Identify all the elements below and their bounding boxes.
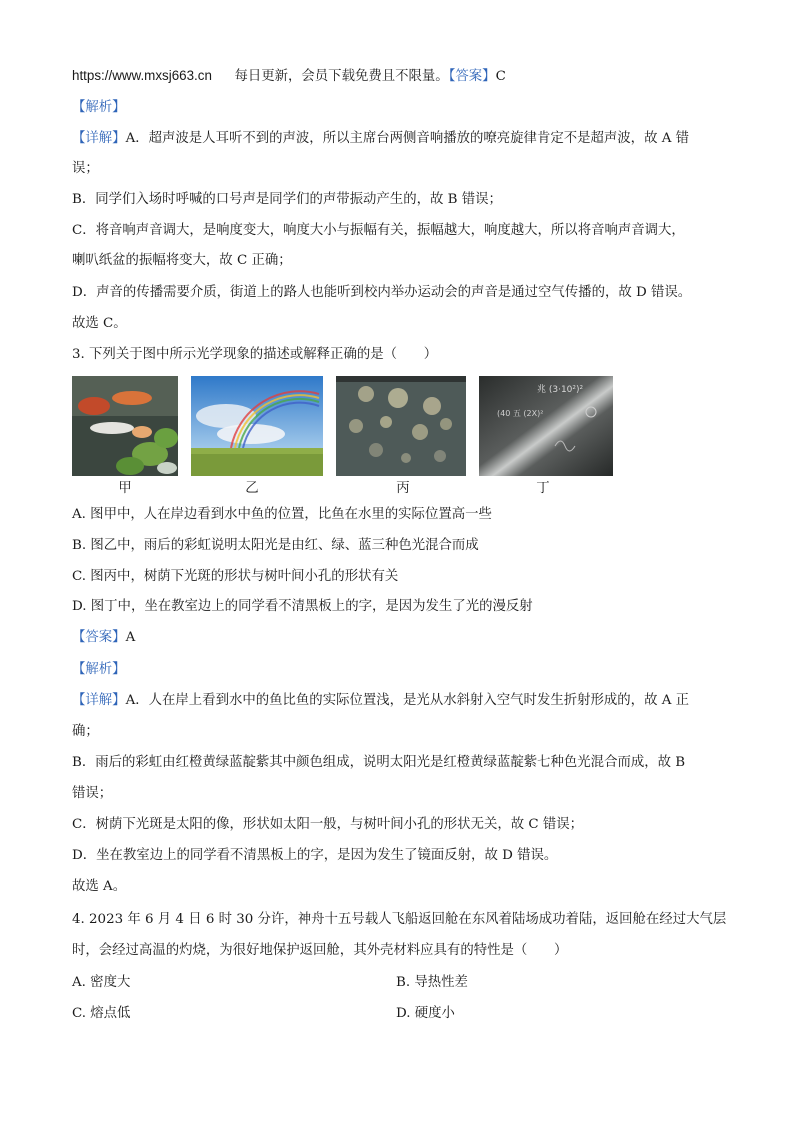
tree-shade-light-spots-photo xyxy=(336,376,466,476)
q2-line: 喇叭纸盆的振幅将变大，故 C 正确； xyxy=(72,253,292,268)
q3-option-b: B. 图乙中，雨后的彩虹说明太阳光是由红、绿、蓝三种色光混合而成 xyxy=(72,538,479,553)
site-url[interactable]: https://www.mxsj663.cn xyxy=(72,68,212,83)
q3-answer-tag: 【答案】 xyxy=(72,630,126,645)
rainbow-photo xyxy=(191,376,323,476)
q2-analysis-tag: 【解析】 xyxy=(72,100,126,115)
q2-conclusion: 故选 C。 xyxy=(72,316,127,331)
q3-option-c: C. 图丙中，树荫下光斑的形状与树叶间小孔的形状有关 xyxy=(72,569,399,584)
q4-option-d: D. 硬度小 xyxy=(396,1006,455,1021)
q3-answer-value: A xyxy=(125,630,136,645)
koi-pond-photo xyxy=(72,376,178,476)
blackboard-formula-2: (40 五 (2X)² xyxy=(497,409,544,418)
q3-line: 确； xyxy=(72,724,99,739)
blackboard-formula-1: 兆 (3·10²)² xyxy=(537,385,584,395)
caption-yi: 乙 xyxy=(245,481,259,496)
q3-option-a: A. 图甲中，人在岸边看到水中鱼的位置，比鱼在水里的实际位置高一些 xyxy=(72,507,492,522)
q3-line: B．雨后的彩虹由红橙黄绿蓝靛紫其中颜色组成，说明太阳光是红橙黄绿蓝靛紫七种色光混合而成，故 B xyxy=(72,755,686,770)
q2-line: D．声音的传播需要介质，街道上的路人也能听到校内举办运动会的声音是通过空气传播的，故 D 错误。 xyxy=(72,285,692,300)
answer-tag: 【答案】 xyxy=(448,69,496,84)
q2-line-text: A．超声波是人耳听不到的声波，所以主席台两侧音响播放的嘹亮旋律肯定不是超声波，故 A 错 xyxy=(125,131,690,146)
caption-bing: 丙 xyxy=(396,481,410,496)
q2-line: C．将音响声音调大，是响度变大，响度大小与振幅有关，振幅越大，响度越大，所以将音响声音调大， xyxy=(72,223,685,238)
q3-detail-tag: 【详解】 xyxy=(72,693,126,708)
q4-option-b: B. 导热性差 xyxy=(396,975,468,990)
q3-line: D．坐在教室边上的同学看不清黑板上的字，是因为发生了镜面反射，故 D 错误。 xyxy=(72,848,558,863)
q2-line: 误； xyxy=(72,161,99,176)
q3-stem: 3. 下列关于图中所示光学现象的描述或解释正确的是（ ） xyxy=(72,347,438,362)
q3-line: C．树荫下光斑是太阳的像，形状如太阳一般，与树叶间小孔的形状无关，故 C 错误； xyxy=(72,817,584,832)
q3-line: 错误； xyxy=(72,786,113,801)
header-notice: 每日更新，会员下载免费且不限量。 xyxy=(234,69,449,84)
answer-value: C xyxy=(495,69,506,84)
q3-line-text: A．人在岸上看到水中的鱼比鱼的实际位置浅，是光从水斜射入空气时发生折射形成的，故 A 正 xyxy=(125,693,690,708)
q2-detail-tag: 【详解】 xyxy=(72,131,126,146)
header-line xyxy=(72,66,506,87)
q3-analysis-tag: 【解析】 xyxy=(72,662,126,677)
q3-conclusion: 故选 A。 xyxy=(72,879,127,894)
blackboard-glare-photo xyxy=(479,376,613,476)
q2-line: B．同学们入场时呼喊的口号声是同学们的声带振动产生的，故 B 错误； xyxy=(72,192,502,207)
q3-answer xyxy=(72,628,135,648)
q2-detail-line-1 xyxy=(72,129,689,149)
q4-option-c: C. 熔点低 xyxy=(72,1006,131,1021)
q3-detail-line-1 xyxy=(72,691,689,711)
q4-option-a: A. 密度大 xyxy=(72,975,131,990)
caption-jia: 甲 xyxy=(118,481,132,496)
q4-stem-line-2: 时，会经过高温的灼烧，为很好地保护返回舱，其外壳材料应具有的特性是（ ） xyxy=(72,943,568,958)
q4-stem-line-1: 4. 2023 年 6 月 4 日 6 时 30 分许，神舟十五号载人飞船返回舱在东风着陆场成功着陆，返回舱在经过大气层 xyxy=(72,912,727,927)
q3-figure-row xyxy=(72,376,617,478)
caption-ding: 丁 xyxy=(536,481,550,496)
q3-option-d: D. 图丁中，坐在教室边上的同学看不清黑板上的字，是因为发生了光的漫反射 xyxy=(72,599,533,614)
